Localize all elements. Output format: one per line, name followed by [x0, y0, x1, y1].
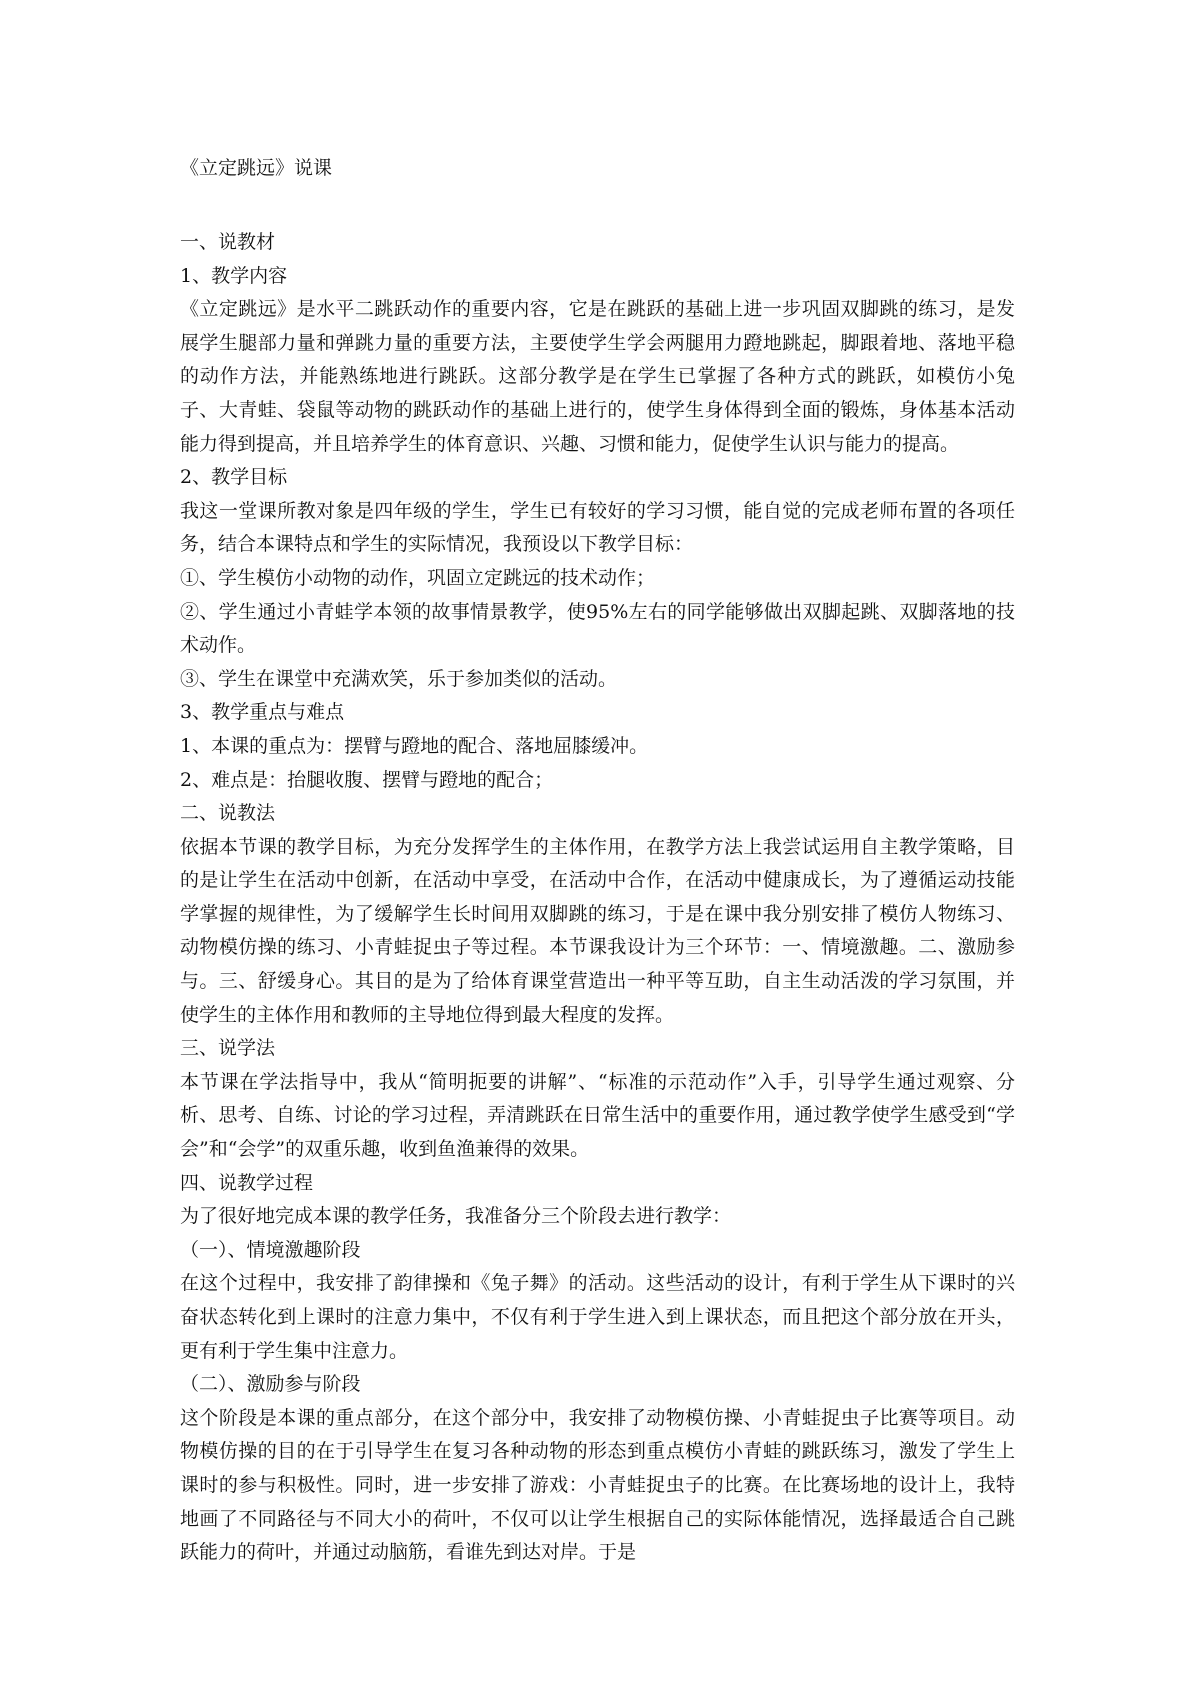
document-title: 《立定跳远》说课	[180, 157, 333, 179]
subheading-stage-two: （二）、激励参与阶段	[180, 1373, 361, 1396]
subheading-key-points: 3、教学重点与难点	[180, 701, 345, 724]
section-heading-teaching-method: 二、说教法	[180, 802, 276, 825]
paragraph-teaching-goals: 我这一堂课所教对象是四年级的学生，学生已有较好的学习习惯，能自觉的完成老师布置的各项任务，结合本课特点和学生的实际情况，我预设以下教学目标：	[180, 499, 1015, 556]
document-body	[180, 154, 1015, 1570]
paragraph-learning-method: 本节课在学法指导中，我从“简明扼要的讲解”、“标准的示范动作”入手，引导学生通过观察、分析、思考、自练、讨论的学习过程，弄清跳跃在日常生活中的重要作用，通过教学使学生感受到“学会”和“会学”的双重乐趣，收到鱼渔兼得的效果。	[180, 1070, 1015, 1161]
paragraph-stage-two: 这个阶段是本课的重点部分，在这个部分中，我安排了动物模仿操、小青蛙捉虫子比赛等项目。动物模仿操的目的在于引导学生在复习各种动物的形态到重点模仿小青蛙的跳跃练习，激发了学生上课时的参与积极性。同时，进一步安排了游戏：小青蛙捉虫子的比赛。在比赛场地的设计上，我特地画了不同路径与不同大小的荷叶，不仅可以让学生根据自己的实际体能情况，选择最适合自己跳跃能力的荷叶，并通过动脑筋，看谁先到达对岸。于是	[180, 1406, 1015, 1564]
subheading-teaching-goals: 2、教学目标	[180, 466, 288, 489]
key-point-difficulty: 2、难点是：抬腿收腹、摆臂与蹬地的配合；	[180, 768, 554, 791]
goal-item-2: ②、学生通过小青蛙学本领的故事情景教学，使95%左右的同学能够做出双脚起跳、双脚落地的技术动作。	[180, 600, 1015, 657]
paragraph-stage-one: 在这个过程中，我安排了韵律操和《兔子舞》的活动。这些活动的设计，有利于学生从下课时的兴奋状态转化到上课时的注意力集中，不仅有利于学生进入到上课状态，而且把这个部分放在开头，更有利于学生集中注意力。	[180, 1272, 1015, 1362]
paragraph-teaching-content: 《立定跳远》是水平二跳跃动作的重要内容，它是在跳跃的基础上进一步巩固双脚跳的练习，是发展学生腿部力量和弹跳力量的重要方法，主要使学生学会两腿用力蹬地跳起，脚跟着地、落地平稳的动作方法，并能熟练地进行跳跃。这部分教学是在学生已掌握了各种方式的跳跃，如模仿小兔子、大青蛙、袋鼠等动物的跳跃动作的基础上进行的，使学生身体得到全面的锻炼，身体基本活动能力得到提高，并且培养学生的体育意识、兴趣、习惯和能力，促使学生认识与能力的提高。	[180, 298, 1015, 455]
goal-item-1: ①、学生模仿小动物的动作，巩固立定跳远的技术动作；	[180, 566, 656, 589]
goal-item-3: ③、学生在课堂中充满欢笑，乐于参加类似的活动。	[180, 667, 618, 690]
paragraph-teaching-method: 依据本节课的教学目标，为充分发挥学生的主体作用，在教学方法上我尝试运用自主教学策略，目的是让学生在活动中创新，在活动中享受，在活动中合作，在活动中健康成长，为了遵循运动技能学掌握的规律性，为了缓解学生长时间用双脚跳的练习，于是在课中我分别安排了模仿人物练习、动物模仿操的练习、小青蛙捉虫子等过程。本节课我设计为三个环节：一、情境激趣。二、激励参与。三、舒缓身心。其目的是为了给体育课堂营造出一种平等互助，自主生动活泼的学习氛围，并使学生的主体作用和教师的主导地位得到最大程度的发挥。	[180, 835, 1015, 1026]
section-heading-teaching-material: 一、说教材	[180, 231, 276, 253]
key-point-focus: 1、本课的重点为：摆臂与蹬地的配合、落地屈膝缓冲。	[180, 734, 649, 757]
paragraph-process-intro: 为了很好地完成本课的教学任务，我准备分三个阶段去进行教学：	[180, 1205, 732, 1228]
subheading-teaching-content: 1、教学内容	[180, 264, 288, 287]
section-heading-learning-method: 三、说学法	[180, 1037, 276, 1060]
subheading-stage-one: （一）、情境激趣阶段	[180, 1238, 361, 1261]
section-heading-teaching-process: 四、说教学过程	[180, 1171, 314, 1194]
